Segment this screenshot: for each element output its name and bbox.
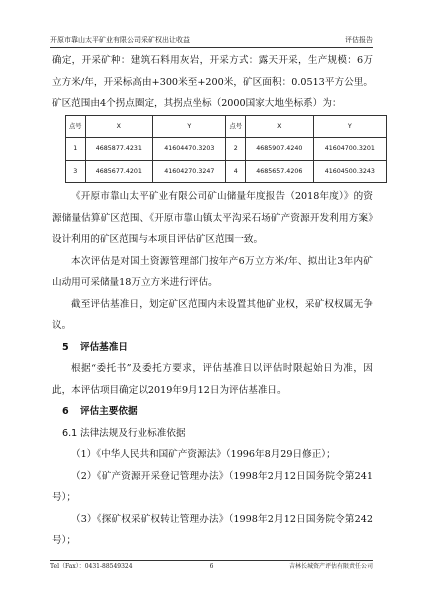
table-cell: 41604470.3203: [153, 138, 226, 161]
list-item: （1）《中华人民共和国矿产资源法》（1996年8月29日修正）；: [71, 449, 336, 460]
corner-coordinates-table: [65, 115, 387, 184]
header-left: 开原市靠山太平矿业有限公司采矿权出让收益: [50, 36, 190, 44]
section-5-heading: [52, 337, 373, 359]
table-cell: 4685877.4231: [85, 138, 153, 161]
section-5-paragraph: 根据“委托书”及委托方要求，评估基准日以评估时限起始日为准，因此，本评估项目确定以2019年9月12日为评估基准日。: [52, 363, 373, 396]
section-number: 6: [62, 406, 69, 417]
table-cell: 4685677.4201: [85, 160, 153, 183]
scope-paragraph: 《开原市靠山太平矿业有限公司矿山储量年度报告（2018年度）》的资源储量估算矿区范围、《开原市靠山镇太平沟采石场矿产资源开发利用方案》设计利用的矿区范围与本项目评估矿区范围一致。: [52, 191, 373, 245]
footer-rule: [50, 560, 373, 561]
list-item: （2）《矿产资源开采登记管理办法》（1998年2月12日国务院令第241号）；: [52, 470, 373, 503]
table-header-cell: 点号: [66, 115, 86, 138]
ownership-paragraph: 截至评估基准日，划定矿区范围内未设置其他矿业权，采矿权权属无争议。: [52, 298, 373, 331]
subsection-6-1-heading: [52, 423, 373, 445]
page-footer: [50, 563, 373, 571]
table-row: [66, 138, 387, 161]
table-cell: 3: [66, 160, 86, 183]
subsection-title: 法律法规及行业标准依据: [80, 427, 186, 439]
footer-contact: Tel（Fax）：0431-88549324: [50, 563, 133, 570]
intro-paragraph: 确定，开采矿种：建筑石料用灰岩，开采方式：露天开采，生产规模：6万立方米/年，开采标高由+300米至+200米，矿区面积：0.0513平方公里。矿区范围由4个拐点圈定，其拐点坐标（2000国家大地坐标系）为：: [52, 55, 373, 109]
section-6-heading: [52, 401, 373, 423]
table-cell: 41604700.3201: [313, 138, 386, 161]
header-rule: [50, 47, 373, 48]
table-cell: 4685907.4240: [246, 138, 314, 161]
list-item: （3）《探矿权采矿权转让管理办法》（1998年2月12日国务院令第242号）；: [52, 513, 373, 546]
page-number: 6: [209, 563, 214, 570]
table-header-cell: X: [246, 115, 314, 138]
table-header-cell: X: [85, 115, 153, 138]
table-header-cell: Y: [153, 115, 226, 138]
table-cell: 41604270.3247: [153, 160, 226, 183]
table-cell: 1: [66, 138, 86, 161]
table-header-cell: 点号: [226, 115, 246, 138]
table-row: [66, 160, 387, 183]
subsection-number: 6.1: [62, 427, 78, 439]
document-body: [52, 50, 373, 552]
header-right: 评估报告: [345, 36, 373, 44]
section-title: 评估主要依据: [80, 406, 138, 417]
evaluation-paragraph: 本次评估是对国土资源管理部门按年产6万立方米/年、拟出让3年内矿山动用可采储量18万立方米进行评估。: [52, 255, 373, 288]
page-header: [50, 36, 373, 45]
table-cell: 41604500.3243: [313, 160, 386, 183]
section-title: 评估基准日: [80, 341, 128, 353]
table-header-cell: Y: [313, 115, 386, 138]
section-number: 5: [62, 341, 69, 353]
table-cell: 4685657.4206: [246, 160, 314, 183]
table-cell: 2: [226, 138, 246, 161]
table-cell: 4: [226, 160, 246, 183]
footer-company: 吉林长城资产评估有限责任公司: [288, 563, 373, 570]
table-header-row: [66, 115, 387, 138]
